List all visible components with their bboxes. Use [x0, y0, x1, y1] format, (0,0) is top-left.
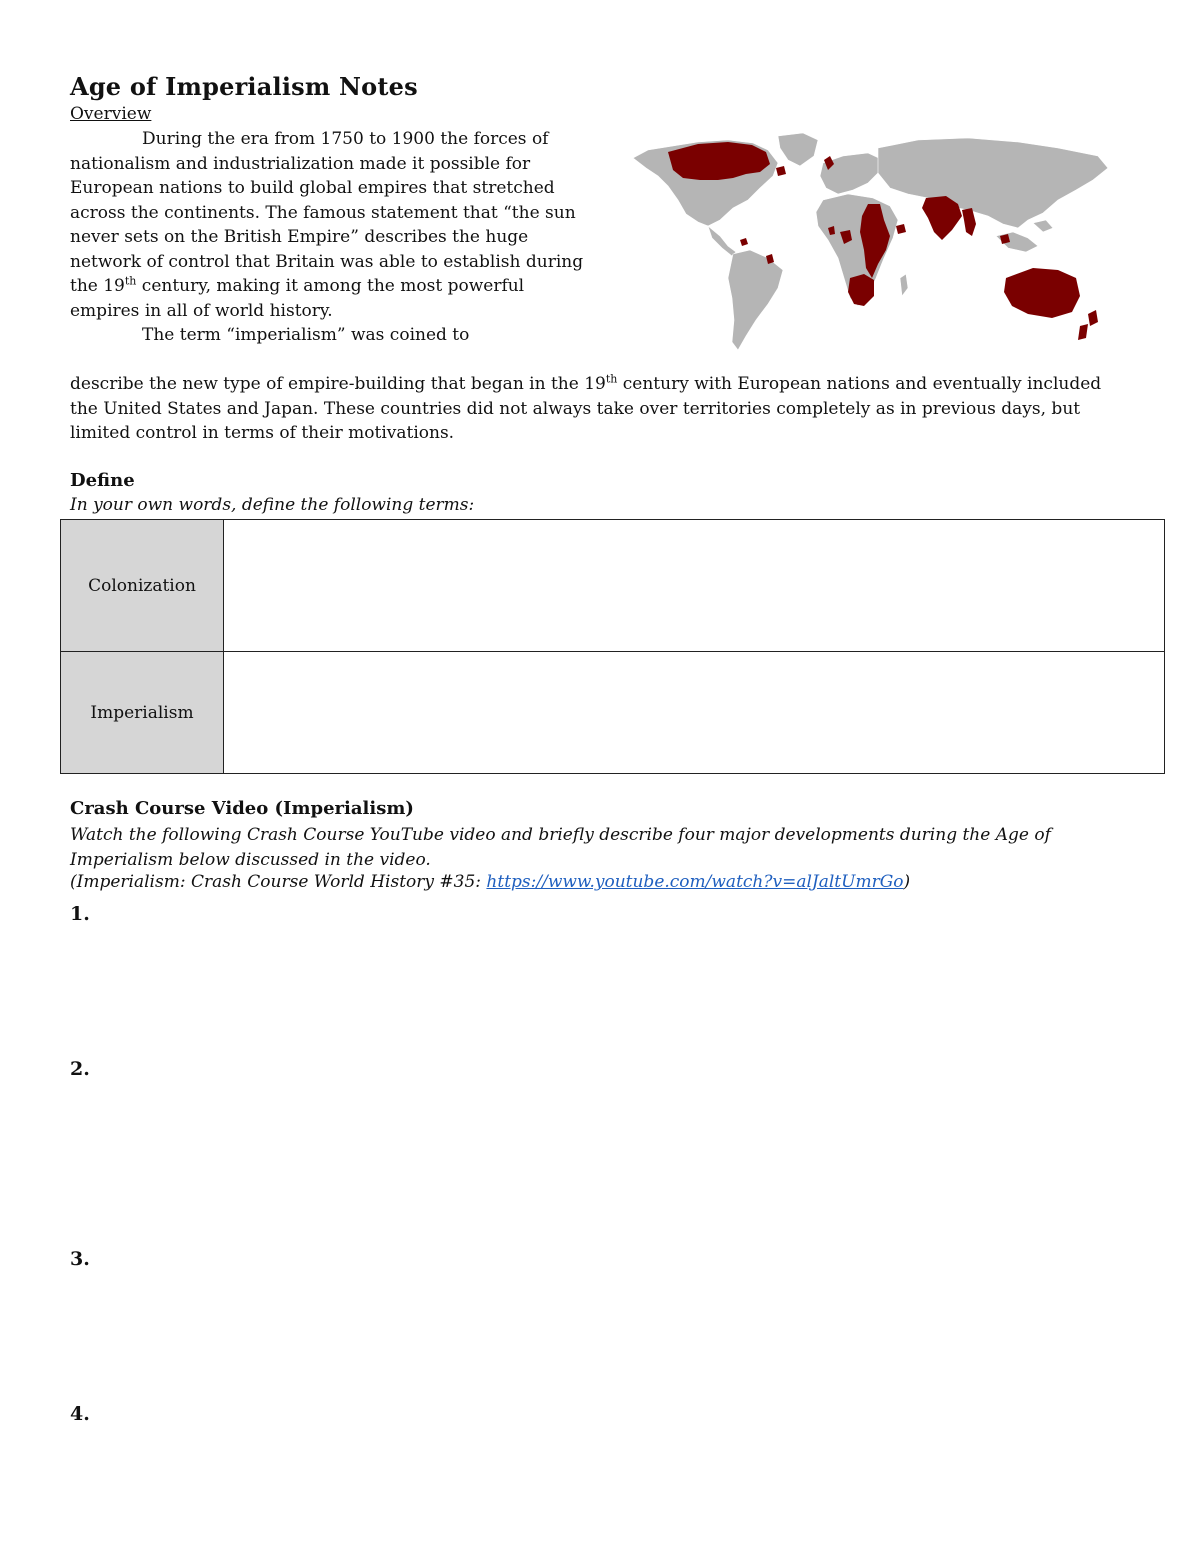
source-suffix: )	[903, 872, 911, 892]
overview-paragraph-2-start	[70, 323, 590, 348]
overview-paragraph-1	[70, 127, 590, 323]
overview-p2-body	[70, 372, 1130, 446]
video-source	[70, 872, 910, 892]
overview-p2-text-end: century with European nations and eventually included the United States and Japan. These countries did not always take over territories completely as in previous days, but limited control in terms of their motivations.	[70, 374, 1102, 443]
definitions-table	[60, 519, 1165, 774]
superscript: th	[605, 372, 618, 386]
table-row	[61, 652, 1165, 774]
british-empire-world-map	[628, 128, 1123, 356]
superscript: th	[124, 274, 137, 288]
definition-answer-cell[interactable]	[224, 652, 1165, 774]
answer-number-1: 1.	[70, 903, 90, 925]
overview-p1-text: During the era from 1750 to 1900 the forces of nationalism and industrialization made it possible for European nations to build global empires that stretched across the continents. The famous statement that “the sun never sets on the British Empire” describes the huge network of control that Britain was able to establish during the 19	[70, 129, 584, 296]
overview-paragraph-2	[70, 372, 1130, 446]
term-imperialism: Imperialism	[61, 652, 224, 774]
youtube-link[interactable]: https://www.youtube.com/watch?v=alJaltUmrGo	[486, 872, 904, 892]
source-prefix: (Imperialism: Crash Course World History #35:	[70, 872, 487, 892]
overview-p2-text: describe the new type of empire-building that began in the 19	[70, 374, 606, 394]
answer-number-2: 2.	[70, 1058, 90, 1080]
definition-answer-cell[interactable]	[224, 520, 1165, 652]
page-title: Age of Imperialism Notes	[70, 72, 418, 101]
table-row	[61, 520, 1165, 652]
overview-label: Overview	[70, 104, 152, 124]
overview-p1-text-end: century, making it among the most powerful empires in all of world history.	[70, 276, 525, 321]
answer-number-4: 4.	[70, 1403, 90, 1425]
define-instructions: In your own words, define the following terms:	[70, 495, 475, 515]
term-colonization: Colonization	[61, 520, 224, 652]
crash-course-instructions: Watch the following Crash Course YouTube video and briefly describe four major developments during the Age of Imperialism below discussed in the video.	[70, 825, 1051, 870]
overview-text	[70, 127, 590, 348]
crash-course-heading: Crash Course Video (Imperialism)	[70, 798, 414, 819]
overview-p2-first-line: The term “imperialism” was coined to	[142, 325, 470, 345]
answer-number-3: 3.	[70, 1248, 90, 1270]
define-heading: Define	[70, 470, 135, 491]
